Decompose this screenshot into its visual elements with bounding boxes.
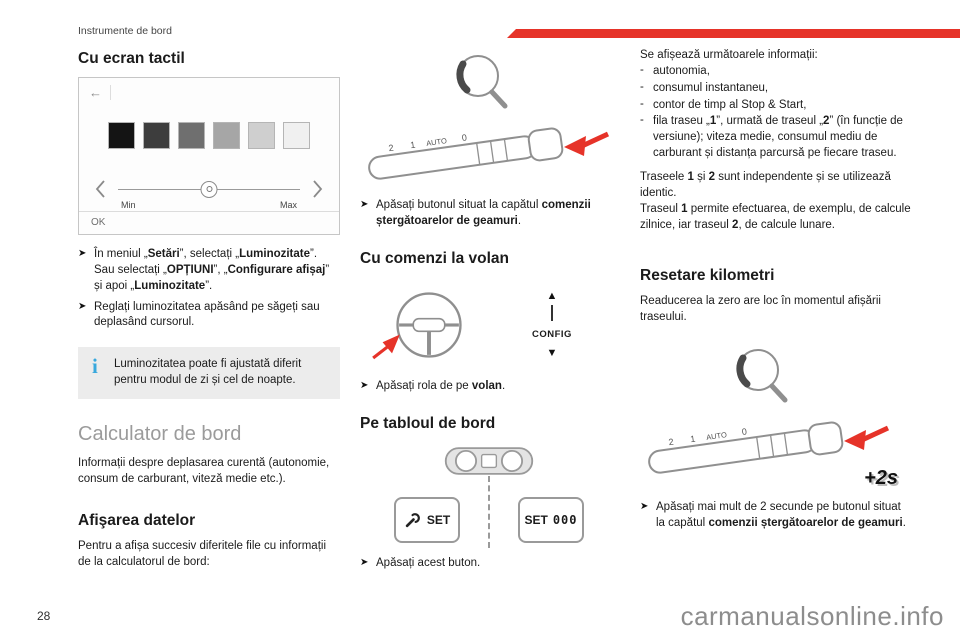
brightness-swatch [213,122,240,149]
section-title-instrument-panel: Pe tabloul de bord [360,414,496,432]
page-number: 28 [37,609,51,623]
reset-stalk-illustration [640,342,912,492]
back-arrow-icon: ← [89,85,111,100]
set-button-right [518,497,584,543]
instruction-text: În meniul „Setări”, selectați „Luminozitate”. Sau selectați „OPȚIUNI”, „Configurare afișaj” și apoi „Luminozitate”. [94,248,330,292]
left-column [78,50,340,570]
info-note-text: Luminozitatea poate fi ajustată diferit pentru modul de zi și cel de noapte. [114,358,302,387]
data-display-intro: Pentru a afișa succesiv diferitele file cu informații de la calculatorul de bord: [78,539,326,568]
odometer-value: 000 [552,512,578,527]
pointer-arrow-icon: ➤ [78,248,87,259]
info-list-intro: Se afișează următoarele informații: [640,49,818,61]
dashed-divider [488,476,490,548]
up-triangle-icon: ▲ [546,289,558,302]
list-item: - contor de timp al Stop & Start, [640,97,807,111]
slider-knob [201,181,218,198]
plus-2s-label: +2s [864,467,898,490]
svg-text:2: 2 [387,142,395,154]
middle-column [360,48,618,576]
steering-wheel-drawing [370,277,488,373]
slider-track [118,189,300,190]
wrench-icon [404,511,422,529]
brightness-swatch [283,122,310,149]
red-arrow-icon [844,428,888,450]
svg-text:0: 0 [461,132,468,143]
pointer-arrow-icon: ➤ [78,300,87,312]
svg-text:1: 1 [409,139,417,151]
info-note [78,347,340,399]
touchscreen-illustration [78,77,340,235]
list-item: - fila traseu „1”, urmată de traseul „2” (în funcție de versiune); viteza medie, consumul mediu de carburant și distanța parcursă pe fiecare traseu. [640,114,903,160]
brightness-swatch [143,122,170,149]
wiper-stalk-drawing [640,342,890,487]
header-red-bar [507,29,960,38]
down-triangle-icon: ▼ [546,346,558,359]
reset-intro: Readucerea la zero are loc în momentul afișării traseului. [640,295,881,324]
instruction-step [78,247,340,295]
set-label: SET [426,512,451,527]
svg-text:1: 1 [689,433,697,445]
instruction-step [360,379,618,395]
brightness-slider [95,178,323,200]
ok-button-label: OK [79,211,339,234]
section-title-steering-wheel: Cu comenzi la volan [360,249,510,267]
section-title-trip-computer: Calculator de bord [78,423,242,446]
svg-text:AUTO: AUTO [705,430,728,443]
trips-usage-text: Traseul 1 permite efectuarea, de exemplu, de calcule zilnice, iar traseul 2, de calcule lunare. [640,202,911,231]
config-label: CONFIG [532,328,572,340]
watermark: carmanualsonline.info [680,601,944,631]
list-item: - autonomia, [640,63,710,77]
section-title-touchscreen: Cu ecran tactil [78,50,185,67]
set-label: SET [524,512,548,527]
pointer-arrow-icon: ➤ [360,379,369,391]
instruction-text: Reglați luminozitatea apăsând pe săgeți sau deplasând cursorul. [94,300,320,329]
min-label: Min [121,200,136,210]
instruction-step [360,198,618,230]
brightness-swatches [79,122,339,149]
wiper-stalk-drawing [360,48,610,193]
brightness-swatch [248,122,275,149]
section-title-reset: Resetare kilometri [640,267,775,285]
chevron-right-icon [312,179,323,199]
brightness-swatch [178,122,205,149]
chevron-left-icon [95,179,106,199]
trip-computer-intro: Informații despre deplasarea curentă (autonomie, consum de carburant, viteză medie etc.). [78,457,330,485]
red-arrow-icon [564,134,608,156]
right-column [640,48,912,537]
info-icon: i [92,354,98,379]
instruction-text: Apăsați rola de pe volan. [376,379,506,392]
svg-text:2: 2 [667,436,675,448]
instruction-step [640,500,912,532]
wiper-stalk-illustration [360,48,618,198]
breadcrumb: Instrumente de bord [78,25,172,37]
instruction-text: Apăsați acest buton. [376,556,481,569]
config-stem [551,305,553,321]
svg-text:AUTO: AUTO [425,136,448,148]
instrument-panel-illustration [360,442,618,548]
config-control [532,291,572,359]
cluster-icon [443,442,535,480]
pointer-arrow-icon: ➤ [360,556,369,568]
red-arrow-icon [373,334,400,358]
svg-text:0: 0 [741,426,748,438]
list-item: - consumul instantaneu, [640,80,769,94]
section-title-data-display: Afişarea datelor [78,511,196,529]
instruction-text: Apăsați mai mult de 2 secunde pe butonul situat la capătul comenzii ștergătoarelor de geamuri. [656,501,906,530]
brightness-swatch [108,122,135,149]
pointer-arrow-icon: ➤ [640,501,649,513]
steering-wheel-illustration [360,277,618,373]
instruction-step [360,556,618,572]
set-button-left [394,497,460,543]
max-label: Max [279,200,297,210]
trips-independent-text: Traseele 1 și 2 sunt independente și se utilizează identic. [640,171,891,199]
instruction-text: Apăsați butonul situat la capătul comenzii ștergătoarelor de geamuri. [376,199,591,227]
pointer-arrow-icon: ➤ [360,199,369,210]
instruction-step [78,300,340,332]
